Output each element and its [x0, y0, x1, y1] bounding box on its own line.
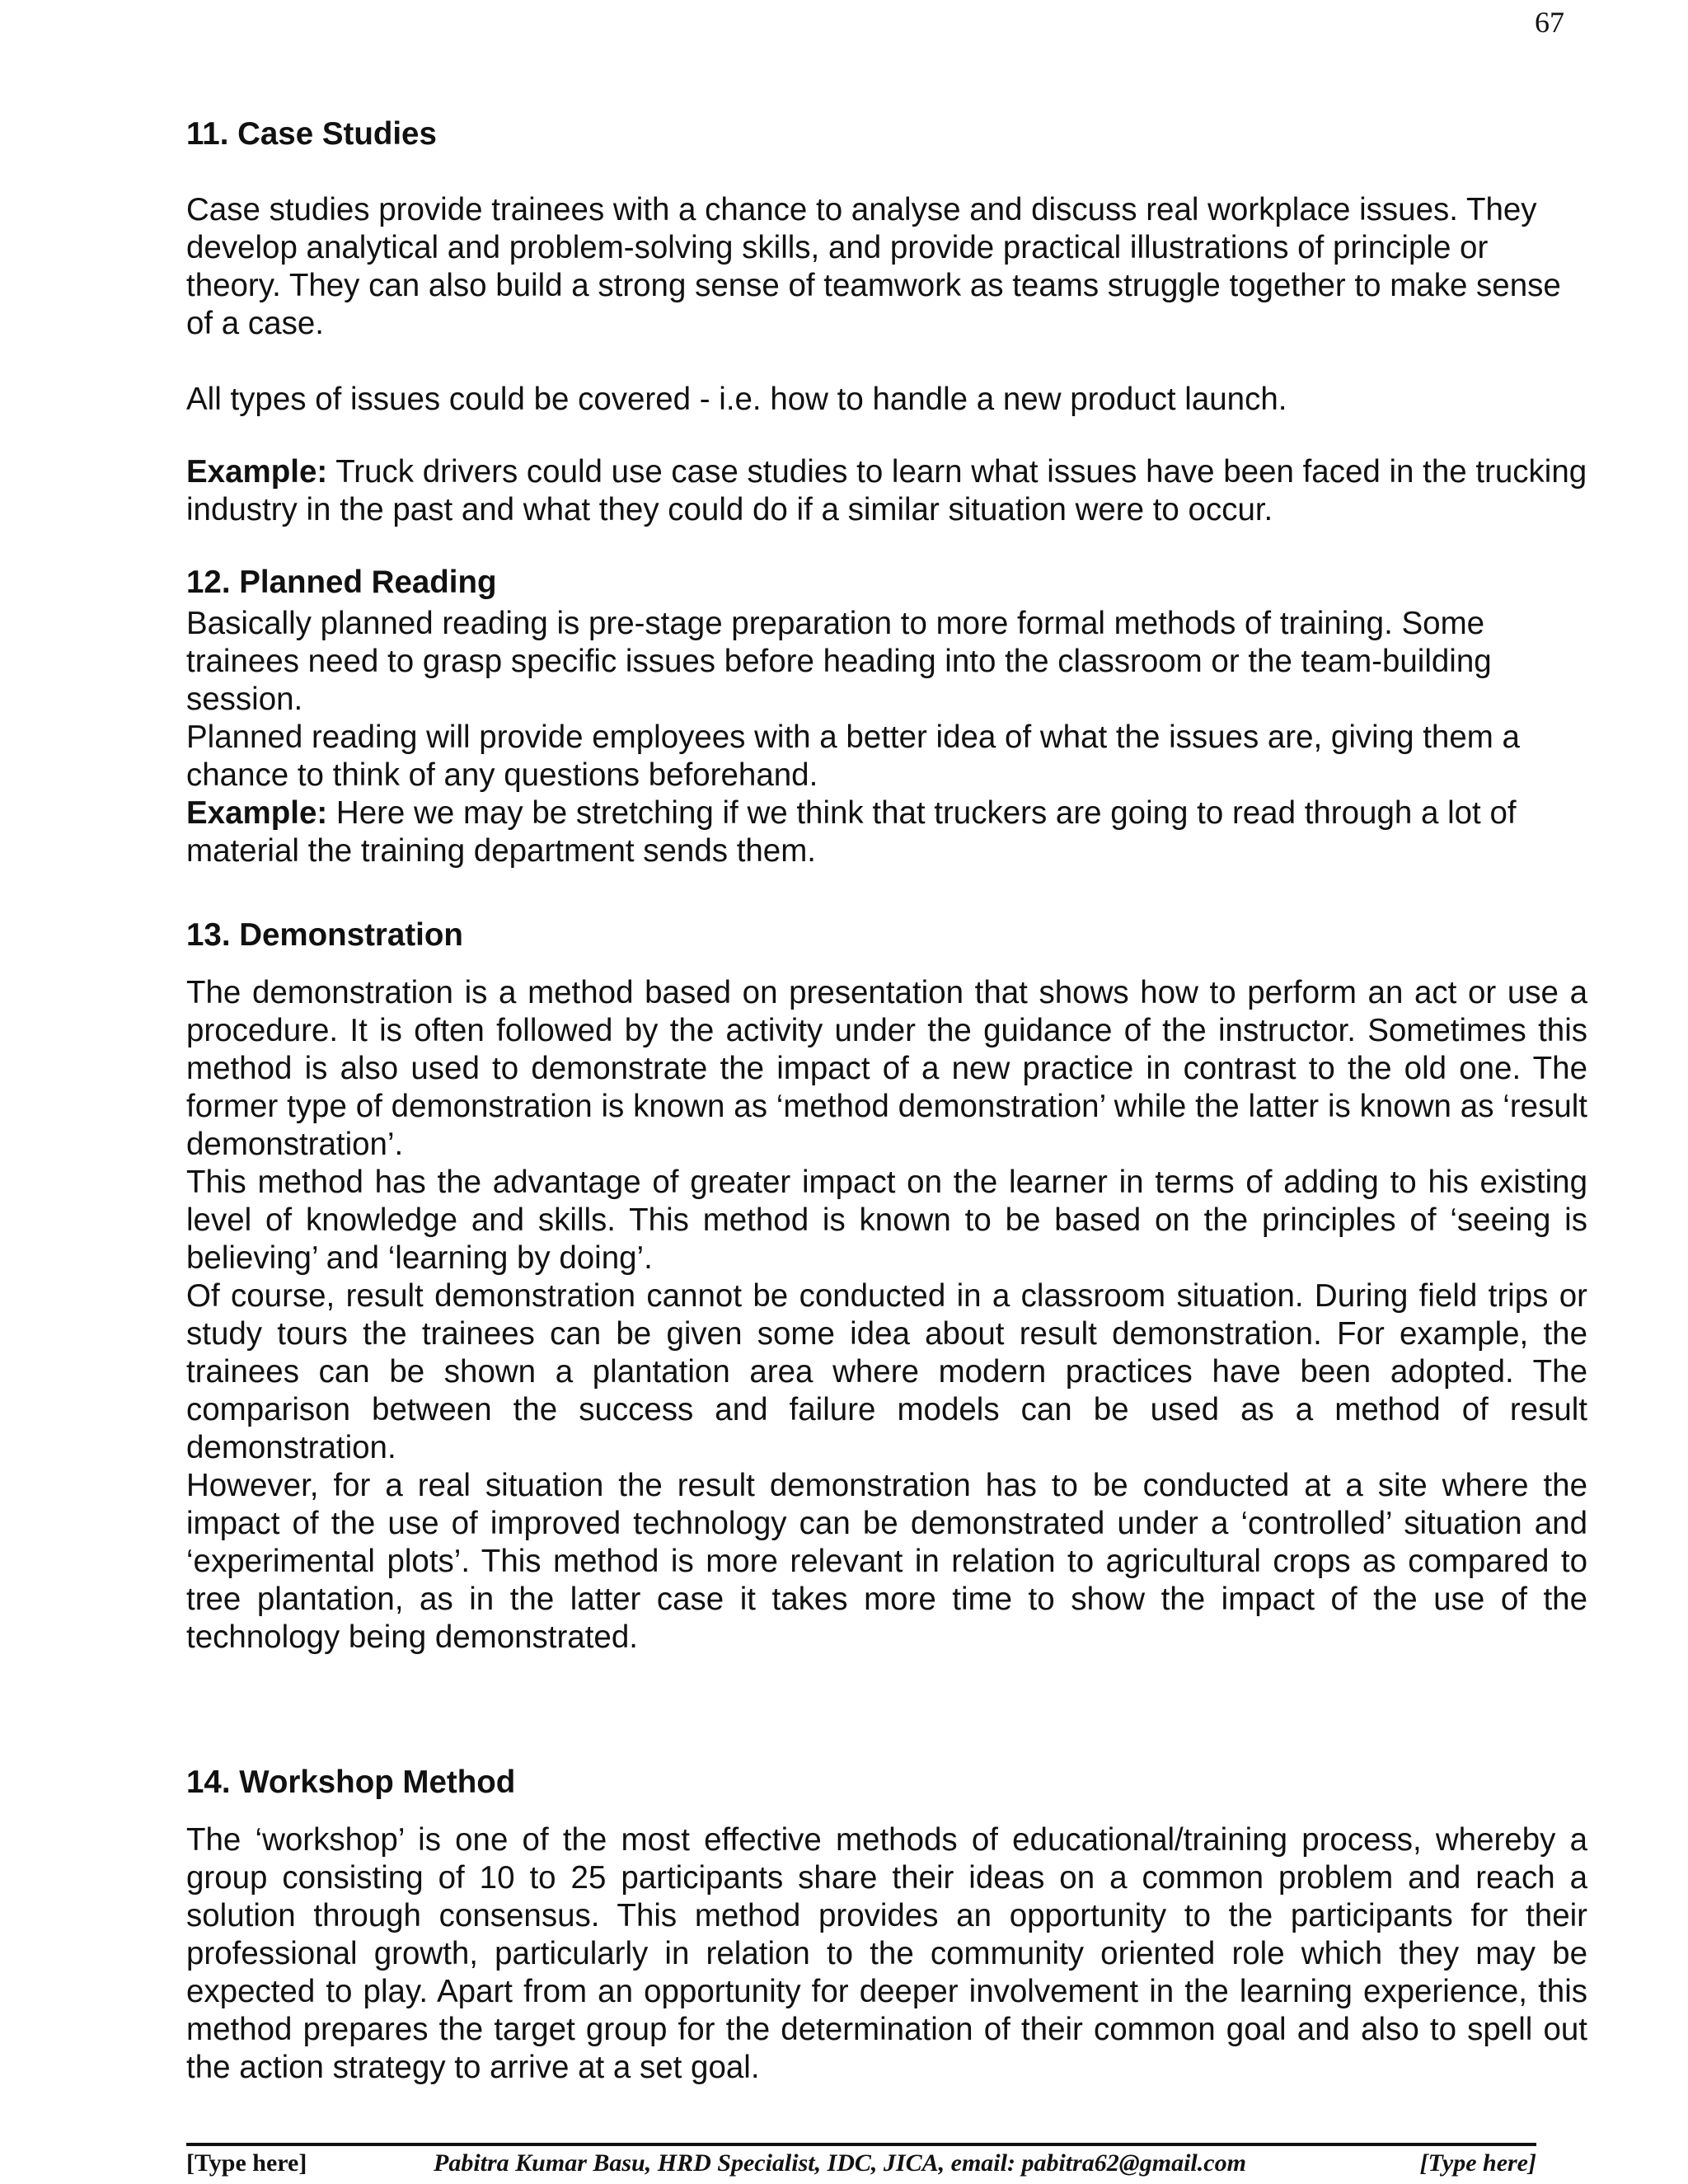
- footer-author-credit: Pabitra Kumar Basu, HRD Specialist, IDC, JICA, email: pabitra62@gmail.com: [434, 2149, 1246, 2177]
- example-text: Here we may be stretching if we think that truckers are going to read through a lot of material the training department sends them.: [186, 795, 1517, 869]
- workshop-paragraph-1: The ‘workshop’ is one of the most effective methods of educational/training process, whereby a group consisting of 10 to 25 participants share their ideas on a common problem and reach a solution through consensus. This method provides an opportunity to the participants for their professional growth, particularly in relation to the community oriented role which they may be expected to play. Apart from an opportunity for deeper involvement in the learning experience, this method prepares the target group for the determination of their common goal and also to spell out the action strategy to arrive at a set goal.: [186, 1822, 1587, 2085]
- demonstration-paragraph-1: The demonstration is a method based on presentation that shows how to perform an act or use a procedure. It is often followed by the activity under the guidance of the instructor. Sometimes this method is also used to demonstrate the impact of a new practice in contrast to the old one. The former type of demonstration is known as ‘method demonstration’ while the latter is known as ‘result demonstration’.: [186, 975, 1587, 1162]
- document-body: [186, 115, 1587, 2087]
- case-studies-example: [186, 453, 1587, 529]
- demonstration-paragraph-2: This method has the advantage of greater impact on the learner in terms of adding to his existing level of knowledge and skills. This method is known to be based on the principles of ‘seeing is believing’ and ‘learning by doing’.: [186, 1165, 1587, 1276]
- footer-divider: [186, 2143, 1536, 2146]
- footer-left-placeholder: [Type here]: [186, 2149, 307, 2177]
- example-text: Truck drivers could use case studies to learn what issues have been faced in the trucking industry in the past and what they could do if a similar situation were to occur.: [186, 454, 1587, 527]
- section-heading-planned-reading: 12. Planned Reading: [186, 565, 497, 600]
- page-number: 67: [1535, 6, 1564, 39]
- section-heading-demonstration: 13. Demonstration: [186, 917, 463, 953]
- planned-reading-paragraph-1: Basically planned reading is pre-stage preparation to more formal methods of training. Some trainees need to grasp specific issues before heading into the classroom or the team-building session.: [186, 606, 1492, 717]
- case-studies-paragraph-2: All types of issues could be covered - i.e. how to handle a new product launch.: [186, 382, 1287, 417]
- page-footer: [186, 2149, 1536, 2182]
- example-label: Example:: [186, 795, 328, 831]
- demonstration-paragraph-3: Of course, result demonstration cannot be conducted in a classroom situation. During field trips or study tours the trainees can be given some idea about result demonstration. For example, the trainees can be shown a plantation area where modern practices have been adopted. The comparison between the success and failure models can be used as a method of result demonstration.: [186, 1278, 1587, 1465]
- example-label: Example:: [186, 454, 328, 490]
- planned-reading-paragraph-2: Planned reading will provide employees with a better idea of what the issues are, giving them a chance to think of any questions beforehand.: [186, 719, 1520, 793]
- case-studies-paragraph-1: Case studies provide trainees with a chance to analyse and discuss real workplace issues. They develop analytical and problem-solving skills, and provide practical illustrations of principle or theory. They can also build a strong sense of teamwork as teams struggle together to make sense of a case.: [186, 192, 1561, 341]
- section-heading-workshop-method: 14. Workshop Method: [186, 1765, 516, 1800]
- planned-reading-example: [186, 794, 1587, 870]
- footer-right-placeholder: [Type here]: [1419, 2149, 1536, 2177]
- demonstration-paragraph-4: However, for a real situation the result demonstration has to be conducted at a site where the impact of the use of improved technology can be demonstrated under a ‘controlled’ situation and ‘experimental plots’. This method is more relevant in relation to agricultural crops as compared to tree plantation, as in the latter case it takes more time to show the impact of the use of the technology being demonstrated.: [186, 1468, 1587, 1655]
- section-heading-case-studies: 11. Case Studies: [186, 116, 437, 152]
